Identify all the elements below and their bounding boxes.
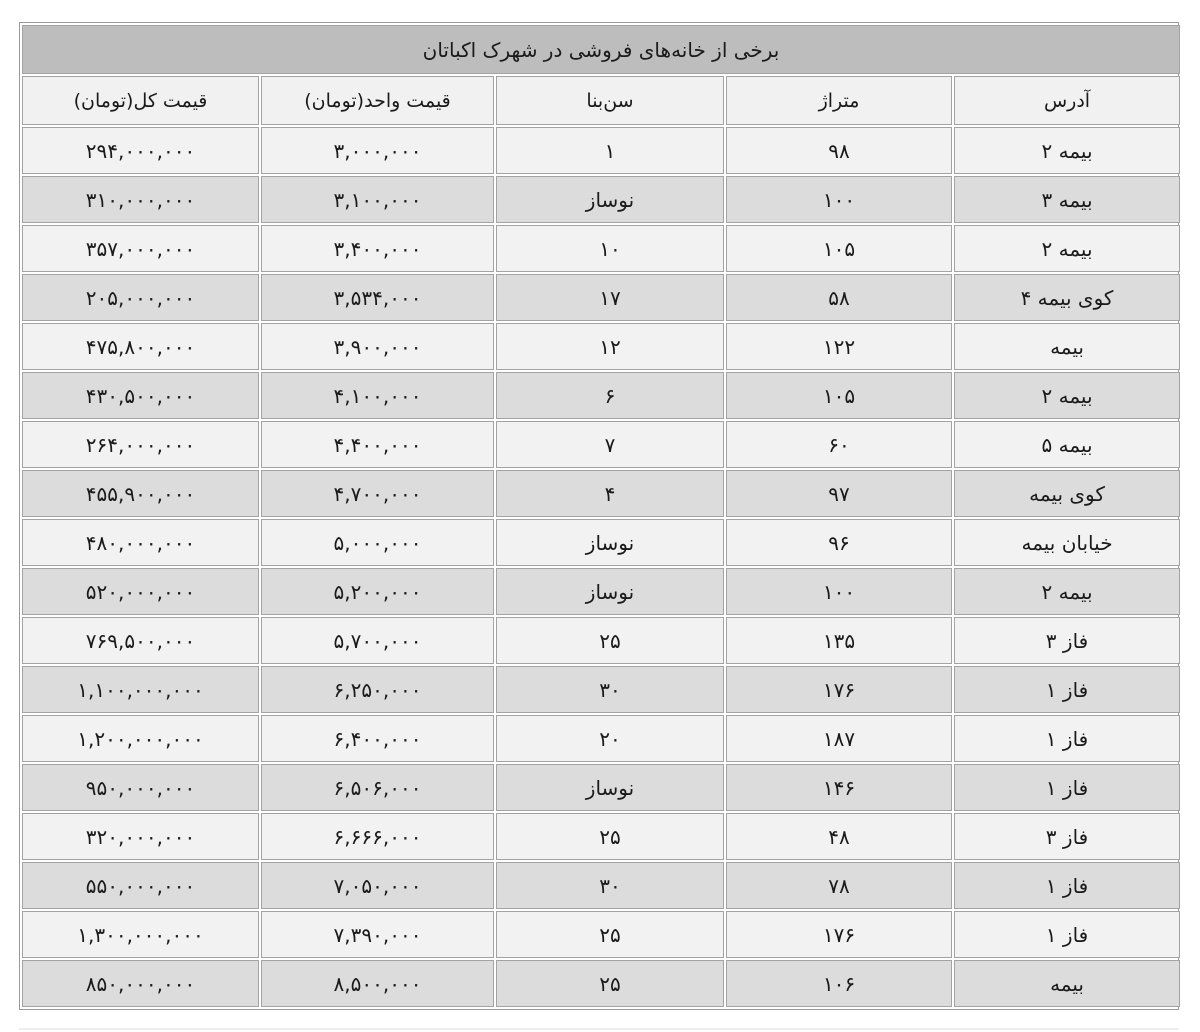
cell-building-age: ۴	[496, 470, 724, 517]
cell-unit-price: ۵,۰۰۰,۰۰۰	[261, 519, 494, 566]
cell-total-price: ۸۵۰,۰۰۰,۰۰۰	[22, 960, 259, 1007]
cell-building-age: ۲۵	[496, 617, 724, 664]
cell-total-price: ۳۵۷,۰۰۰,۰۰۰	[22, 225, 259, 272]
cell-total-price: ۴۳۰,۵۰۰,۰۰۰	[22, 372, 259, 419]
cell-total-price: ۲۰۵,۰۰۰,۰۰۰	[22, 274, 259, 321]
cell-building-age: ۱۲	[496, 323, 724, 370]
cell-area: ۱۴۶	[726, 764, 952, 811]
cell-area: ۱۰۶	[726, 960, 952, 1007]
cell-total-price: ۴۵۵,۹۰۰,۰۰۰	[22, 470, 259, 517]
table-row	[22, 127, 1180, 174]
cell-total-price: ۴۸۰,۰۰۰,۰۰۰	[22, 519, 259, 566]
cell-total-price: ۱,۲۰۰,۰۰۰,۰۰۰	[22, 715, 259, 762]
cell-address: فاز ۱	[954, 764, 1180, 811]
cell-unit-price: ۸,۵۰۰,۰۰۰	[261, 960, 494, 1007]
table-row	[22, 666, 1180, 713]
table-row	[22, 176, 1180, 223]
cell-building-age: ۳۰	[496, 862, 724, 909]
cell-building-age: ۱۰	[496, 225, 724, 272]
cell-building-age: ۱۷	[496, 274, 724, 321]
cell-area: ۱۸۷	[726, 715, 952, 762]
cell-unit-price: ۳,۹۰۰,۰۰۰	[261, 323, 494, 370]
table-row	[22, 568, 1180, 615]
cell-building-age: ۲۰	[496, 715, 724, 762]
cell-area: ۱۲۲	[726, 323, 952, 370]
cell-address: بیمه ۲	[954, 568, 1180, 615]
cell-area: ۹۶	[726, 519, 952, 566]
table-row	[22, 421, 1180, 468]
table-row	[22, 617, 1180, 664]
cell-area: ۱۰۵	[726, 225, 952, 272]
cell-building-age: نوساز	[496, 519, 724, 566]
cell-address: فاز ۱	[954, 911, 1180, 958]
cell-unit-price: ۵,۲۰۰,۰۰۰	[261, 568, 494, 615]
header-address: آدرس	[954, 76, 1180, 125]
cell-area: ۵۸	[726, 274, 952, 321]
table-row	[22, 470, 1180, 517]
cell-unit-price: ۴,۱۰۰,۰۰۰	[261, 372, 494, 419]
cell-total-price: ۵۵۰,۰۰۰,۰۰۰	[22, 862, 259, 909]
table-row	[22, 323, 1180, 370]
cell-unit-price: ۷,۳۹۰,۰۰۰	[261, 911, 494, 958]
cell-unit-price: ۴,۴۰۰,۰۰۰	[261, 421, 494, 468]
cell-building-age: ۲۵	[496, 911, 724, 958]
cell-address: کوی بیمه	[954, 470, 1180, 517]
header-total-price: قیمت کل(تومان)	[22, 76, 259, 125]
header-area: متراژ	[726, 76, 952, 125]
bottom-divider	[19, 1028, 1179, 1030]
cell-building-age: ۲۵	[496, 960, 724, 1007]
table-row	[22, 519, 1180, 566]
cell-building-age: ۱	[496, 127, 724, 174]
cell-address: بیمه ۲	[954, 372, 1180, 419]
cell-area: ۱۷۶	[726, 666, 952, 713]
cell-address: فاز ۱	[954, 666, 1180, 713]
cell-area: ۹۸	[726, 127, 952, 174]
cell-unit-price: ۶,۵۰۶,۰۰۰	[261, 764, 494, 811]
cell-address: فاز ۱	[954, 862, 1180, 909]
cell-address: بیمه ۳	[954, 176, 1180, 223]
table-body	[22, 127, 1180, 1007]
cell-address: بیمه ۲	[954, 225, 1180, 272]
table-row	[22, 372, 1180, 419]
listings-table	[20, 23, 1182, 1009]
cell-building-age: ۲۵	[496, 813, 724, 860]
cell-total-price: ۹۵۰,۰۰۰,۰۰۰	[22, 764, 259, 811]
cell-unit-price: ۳,۰۰۰,۰۰۰	[261, 127, 494, 174]
cell-unit-price: ۶,۶۶۶,۰۰۰	[261, 813, 494, 860]
table-row	[22, 960, 1180, 1007]
cell-address: بیمه	[954, 960, 1180, 1007]
table-title: برخی از خانه‌های فروشی در شهرک اکباتان	[22, 25, 1180, 74]
cell-area: ۱۰۵	[726, 372, 952, 419]
table-header-row	[22, 76, 1180, 125]
cell-unit-price: ۵,۷۰۰,۰۰۰	[261, 617, 494, 664]
cell-address: فاز ۳	[954, 813, 1180, 860]
cell-building-age: نوساز	[496, 764, 724, 811]
cell-address: بیمه	[954, 323, 1180, 370]
cell-address: بیمه ۲	[954, 127, 1180, 174]
table-row	[22, 862, 1180, 909]
cell-unit-price: ۶,۴۰۰,۰۰۰	[261, 715, 494, 762]
cell-unit-price: ۳,۱۰۰,۰۰۰	[261, 176, 494, 223]
header-building-age: سن‌بنا	[496, 76, 724, 125]
cell-unit-price: ۳,۵۳۴,۰۰۰	[261, 274, 494, 321]
cell-area: ۱۳۵	[726, 617, 952, 664]
cell-unit-price: ۳,۴۰۰,۰۰۰	[261, 225, 494, 272]
cell-unit-price: ۴,۷۰۰,۰۰۰	[261, 470, 494, 517]
cell-total-price: ۲۶۴,۰۰۰,۰۰۰	[22, 421, 259, 468]
cell-address: خیابان بیمه	[954, 519, 1180, 566]
cell-building-age: نوساز	[496, 176, 724, 223]
cell-area: ۷۸	[726, 862, 952, 909]
table-row	[22, 274, 1180, 321]
cell-area: ۱۷۶	[726, 911, 952, 958]
cell-building-age: نوساز	[496, 568, 724, 615]
cell-building-age: ۷	[496, 421, 724, 468]
cell-address: فاز ۳	[954, 617, 1180, 664]
table-row	[22, 715, 1180, 762]
cell-total-price: ۳۲۰,۰۰۰,۰۰۰	[22, 813, 259, 860]
cell-unit-price: ۶,۲۵۰,۰۰۰	[261, 666, 494, 713]
table-row	[22, 225, 1180, 272]
cell-address: کوی بیمه ۴	[954, 274, 1180, 321]
table-row	[22, 813, 1180, 860]
cell-area: ۴۸	[726, 813, 952, 860]
cell-total-price: ۷۶۹,۵۰۰,۰۰۰	[22, 617, 259, 664]
table-row	[22, 764, 1180, 811]
header-unit-price: قیمت واحد(تومان)	[261, 76, 494, 125]
table-row	[22, 911, 1180, 958]
cell-unit-price: ۷,۰۵۰,۰۰۰	[261, 862, 494, 909]
cell-total-price: ۱,۳۰۰,۰۰۰,۰۰۰	[22, 911, 259, 958]
cell-area: ۶۰	[726, 421, 952, 468]
listings-table-frame	[19, 22, 1179, 1010]
cell-total-price: ۳۱۰,۰۰۰,۰۰۰	[22, 176, 259, 223]
cell-building-age: ۳۰	[496, 666, 724, 713]
cell-area: ۱۰۰	[726, 176, 952, 223]
cell-address: فاز ۱	[954, 715, 1180, 762]
cell-building-age: ۶	[496, 372, 724, 419]
cell-address: بیمه ۵	[954, 421, 1180, 468]
cell-area: ۱۰۰	[726, 568, 952, 615]
cell-total-price: ۴۷۵,۸۰۰,۰۰۰	[22, 323, 259, 370]
cell-area: ۹۷	[726, 470, 952, 517]
cell-total-price: ۱,۱۰۰,۰۰۰,۰۰۰	[22, 666, 259, 713]
table-title-row	[22, 25, 1180, 74]
cell-total-price: ۲۹۴,۰۰۰,۰۰۰	[22, 127, 259, 174]
cell-total-price: ۵۲۰,۰۰۰,۰۰۰	[22, 568, 259, 615]
